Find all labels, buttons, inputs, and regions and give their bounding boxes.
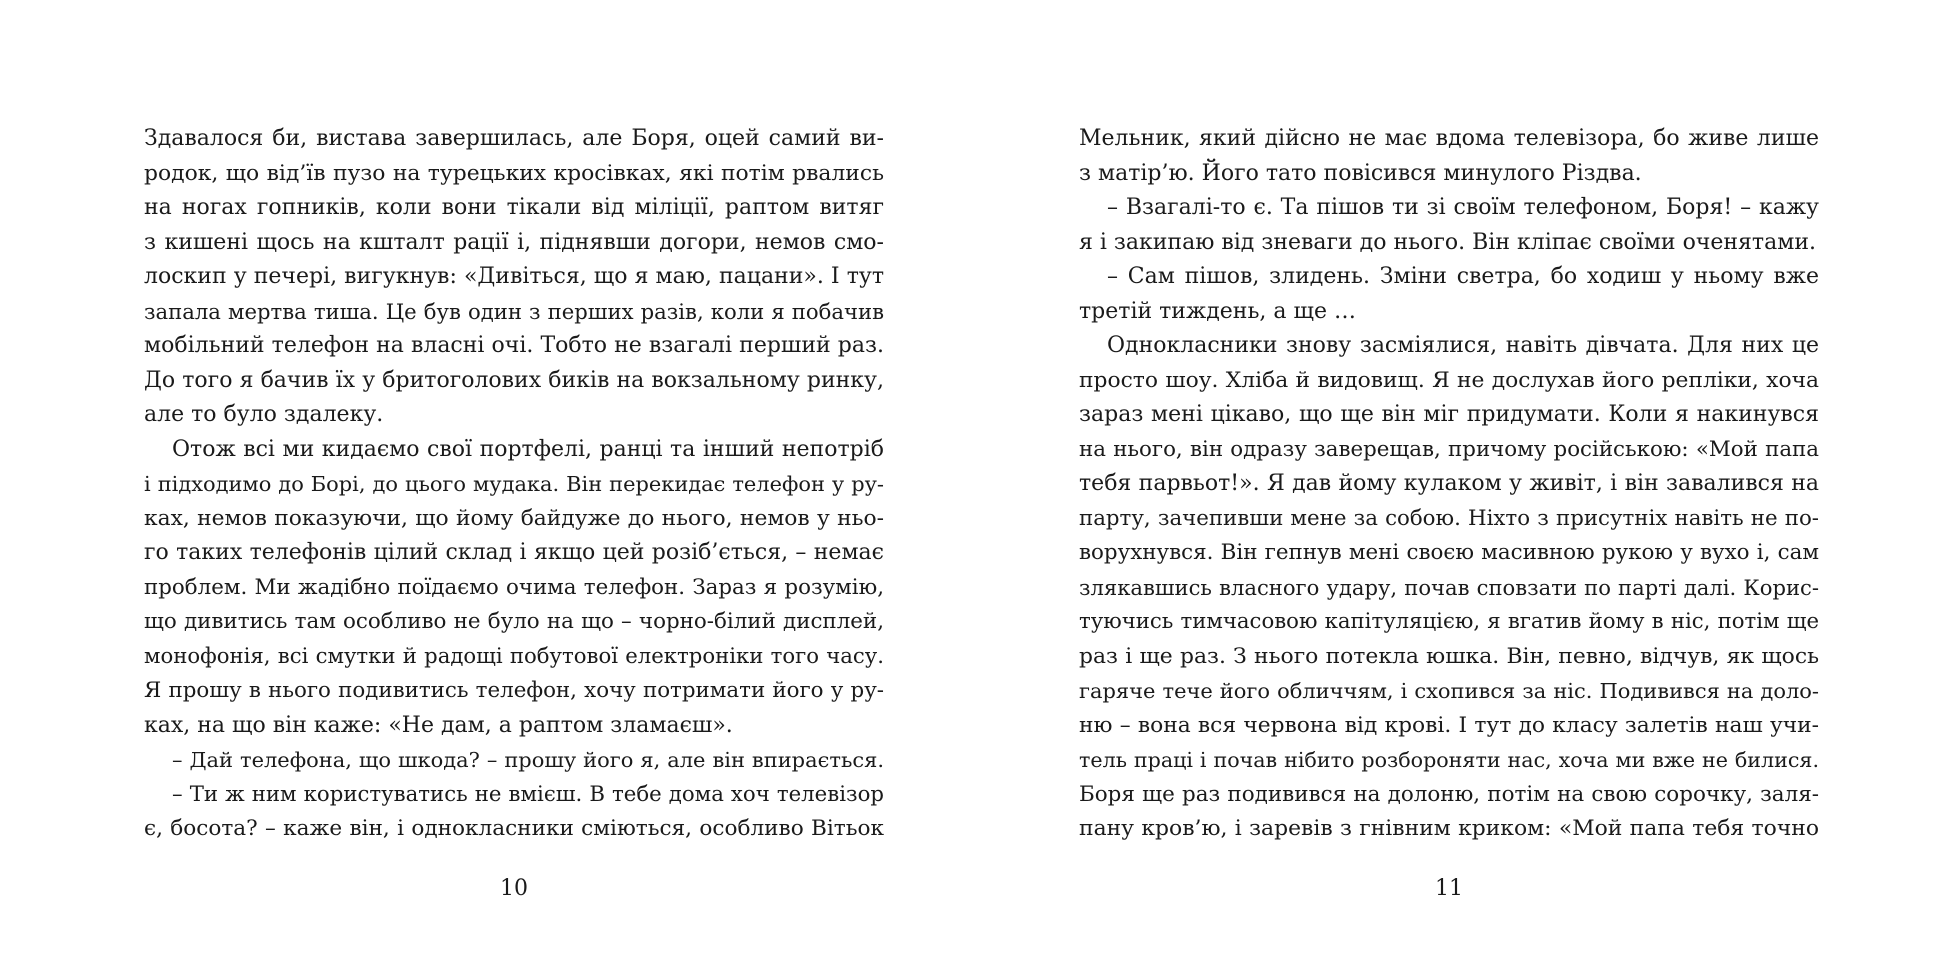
text-line: мобільний телефон на власні очі. Тобто не взагалі перший раз. xyxy=(144,333,884,358)
text-line: на ногах гопників, коли вони тікали від міліції, раптом витяг xyxy=(144,195,884,220)
text-line: третій тиждень, а ще … xyxy=(1079,298,1356,324)
text-line: го таких телефонів цілий склад і якщо цей розіб’ється, – немає xyxy=(144,540,884,565)
text-line: Боря ще раз подивився на долоню, потім на свою сорочку, заля- xyxy=(1079,781,1819,807)
text-line: лоскип у печері, вигукнув: «Дивіться, що я маю, пацани». І тут xyxy=(144,264,884,289)
text-line: – Сам пішов, злидень. Зміни светра, бо ходиш у ньому вже xyxy=(1107,264,1819,289)
right-page xyxy=(1079,122,1819,847)
text-line: раз і ще раз. З нього потекла юшка. Він, певно, відчув, як щось xyxy=(1079,643,1819,669)
text-line: проблем. Ми жадібно поїдаємо очима телефон. Зараз я розумію, xyxy=(144,574,884,600)
text-line: родок, що від’їв пузо на турецьких кросівках, які потім рвались xyxy=(144,160,884,186)
text-line: ню – вона вся червона від крові. І тут до класу залетів наш учи- xyxy=(1079,712,1819,738)
text-line: з матір’ю. Його тато повісився минулого Різдва. xyxy=(1079,160,1642,186)
text-line: Я прошу в нього подивитись телефон, хочу потримати його у ру- xyxy=(144,678,884,703)
right-page-number: 11 xyxy=(1435,876,1463,901)
text-line: запала мертва тиша. Це був один з перших разів, коли я побачив xyxy=(144,298,884,324)
text-line: пану кров’ю, і заревів з гнівним криком: «Мой папа тебя точно xyxy=(1079,816,1819,841)
text-line: злякавшись власного удару, почав сповзати по парті далі. Корис- xyxy=(1079,574,1819,600)
text-line: і підходимо до Борі, до цього мудака. Він перекидає телефон у ру- xyxy=(144,472,884,496)
text-line: з кишені щось на кшталт рації і, піднявши догори, немов смо- xyxy=(144,229,884,255)
left-page xyxy=(144,122,884,847)
text-line: тебя парвьот!». Я дав йому кулаком у живіт, і він завалився на xyxy=(1079,471,1819,496)
text-line: є, босота? – каже він, і однокласники сміються, особливо Вітьок xyxy=(144,816,884,841)
text-line: тель праці і почав нібито розбороняти нас, хоча ми вже не билися. xyxy=(1079,748,1819,772)
text-line: монофонія, всі смутки й радощі побутової електроніки того часу. xyxy=(144,643,884,669)
text-line: – Дай телефона, що шкода? – прошу його я, але він впирається. xyxy=(172,748,884,772)
left-page-number: 10 xyxy=(500,876,528,901)
text-line: – Взагалі-то є. Та пішов ти зі своїм телефоном, Боря! – кажу xyxy=(1107,195,1819,220)
text-line: але то було здалеку. xyxy=(144,402,384,427)
text-line: зараз мені цікаво, що ще він міг придумати. Коли я накинувся xyxy=(1079,402,1819,427)
text-line: я і закипаю від зневаги до нього. Він кліпає своїми оченятами. xyxy=(1079,229,1816,255)
text-line: парту, зачепивши мене за собою. Ніхто з присутніх навіть не по- xyxy=(1079,505,1819,531)
text-line: ках, на що він каже: «Не дам, а раптом зламаєш». xyxy=(144,712,733,738)
text-line: Однокласники знову засміялися, навіть дівчата. Для них це xyxy=(1107,333,1819,358)
text-line: ках, немов показуючи, що йому байдуже до нього, немов у ньо- xyxy=(144,505,884,531)
text-line: – Ти ж ним користуватись не вмієш. В тебе дома хоч телевізор xyxy=(172,781,884,807)
text-line: на нього, він одразу заверещав, причому російською: «Мой папа xyxy=(1079,436,1819,462)
text-line: Мельник, який дійсно не має вдома телевізора, бо живе лише xyxy=(1079,126,1819,151)
text-line: ворухнувся. Він гепнув мені своєю масивною рукою у вухо і, сам xyxy=(1079,540,1819,565)
text-line: Отож всі ми кидаємо свої портфелі, ранці та інший непотріб xyxy=(172,436,884,462)
text-line: що дивитись там особливо не було на що – чорно-білий дисплей, xyxy=(144,609,884,634)
text-line: Здавалося би, вистава завершилась, але Боря, оцей самий ви- xyxy=(144,126,884,151)
text-line: До того я бачив їх у бритоголових биків на вокзальному ринку, xyxy=(144,367,884,393)
text-line: туючись тимчасовою капітуляцією, я вгатив йому в ніс, потім ще xyxy=(1079,609,1819,634)
text-line: просто шоу. Хліба й видовищ. Я не дослухав його репліки, хоча xyxy=(1079,367,1819,393)
text-line: гаряче тече його обличчям, і схопився за ніс. Подивився на доло- xyxy=(1079,679,1819,703)
